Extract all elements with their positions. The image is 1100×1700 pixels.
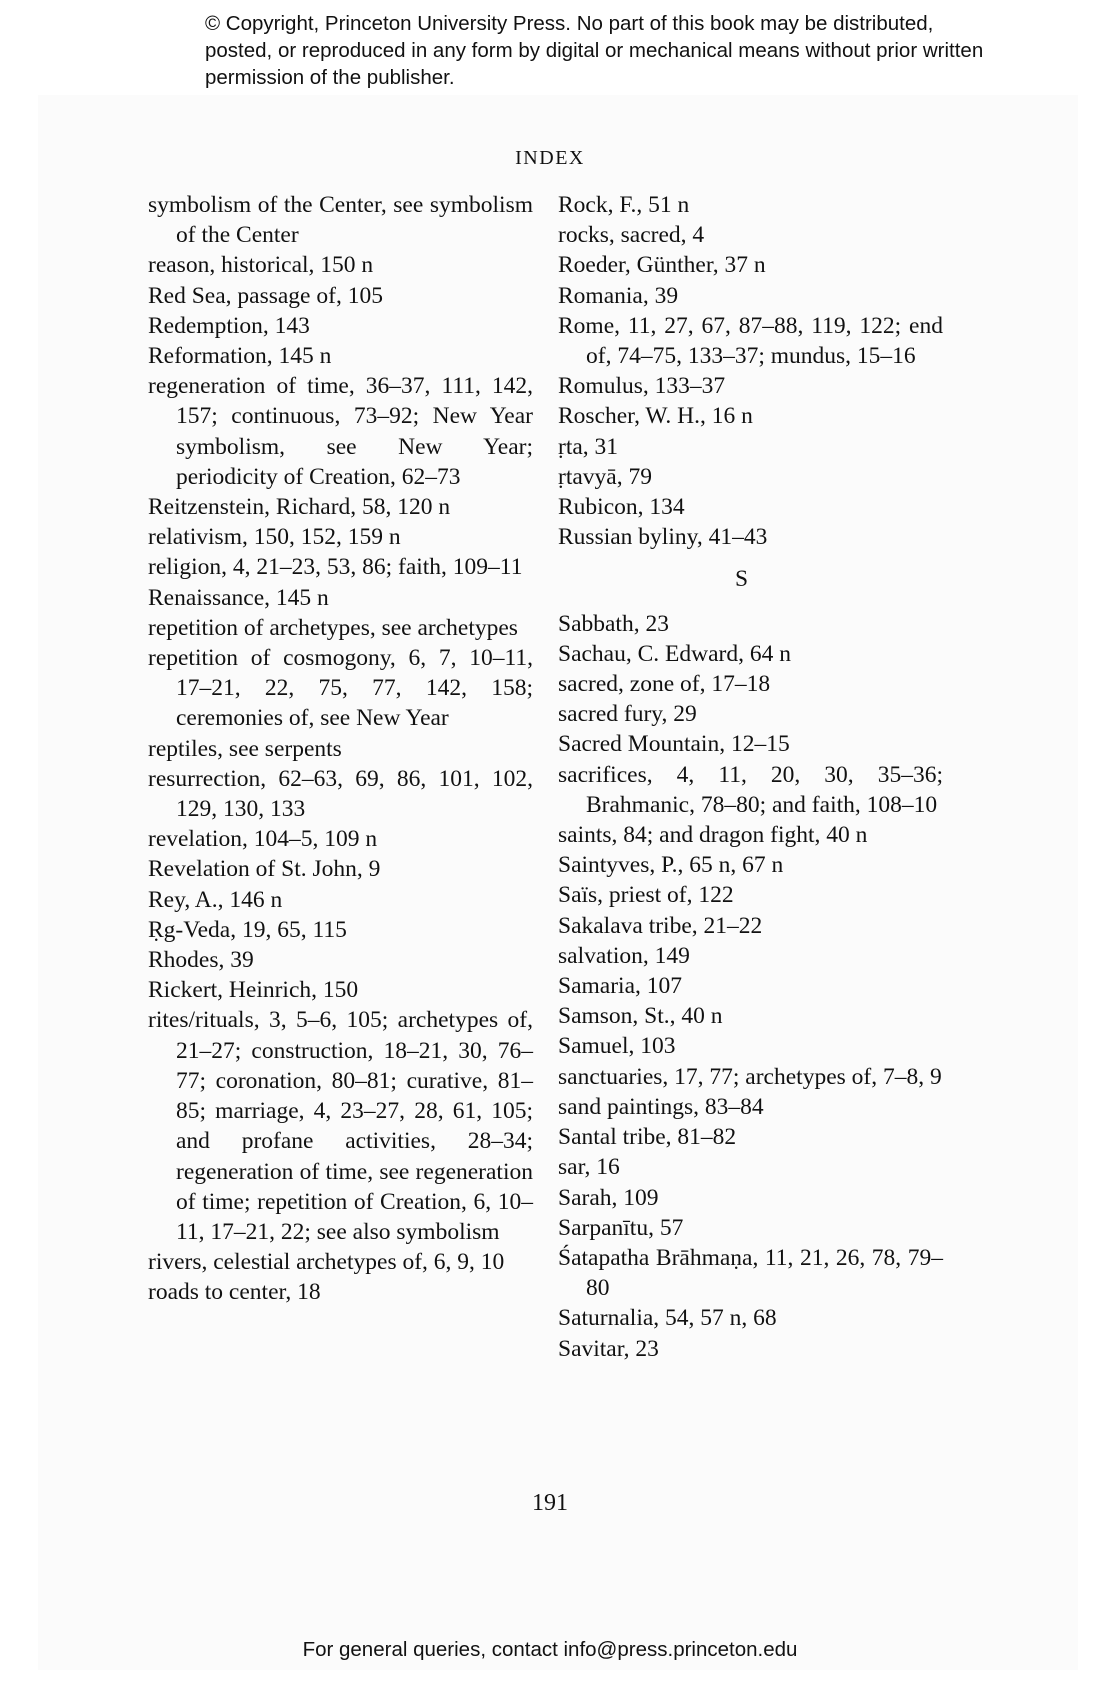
index-entry: Renaissance, 145 n bbox=[148, 584, 329, 611]
index-entry: Rhodes, 39 bbox=[148, 947, 254, 974]
page-number: 191 bbox=[532, 1490, 568, 1516]
index-entry: saints, 84; and dragon fight, 40 n bbox=[558, 822, 868, 849]
index-entry: Revelation of St. John, 9 bbox=[148, 856, 381, 883]
index-entry: Sabbath, 23 bbox=[558, 610, 669, 637]
index-entry: Reitzenstein, Richard, 58, 120 n bbox=[148, 494, 451, 521]
index-entry: ṛtavyā, 79 bbox=[558, 463, 652, 490]
index-entry: Redemption, 143 bbox=[148, 312, 310, 339]
index-entry: repetition of cosmogony, 6, 7, 10–11, 17–21, 22, 75, 77, 142, 158; ceremonies of, see New Year bbox=[148, 645, 533, 732]
index-entry: Sacred Mountain, 12–15 bbox=[558, 731, 790, 758]
index-entry: rocks, sacred, 4 bbox=[558, 222, 705, 249]
index-entry: Saïs, priest of, 122 bbox=[558, 882, 734, 909]
index-entry: Sachau, C. Edward, 64 n bbox=[558, 640, 791, 667]
index-entry: sand paintings, 83–84 bbox=[558, 1093, 764, 1120]
index-entry: Sarah, 109 bbox=[558, 1184, 659, 1211]
index-entry: Santal tribe, 81–82 bbox=[558, 1124, 737, 1151]
section-letter-heading: S bbox=[734, 566, 749, 593]
index-entry: sanctuaries, 17, 77; archetypes of, 7–8, 9 bbox=[558, 1063, 942, 1090]
index-entry: Rubicon, 134 bbox=[558, 494, 685, 521]
index-column-right bbox=[558, 190, 943, 1364]
copyright-notice: © Copyright, Princeton University Press. No part of this book may be distributed, posted, or reproduced in any form by digital or mechanical means without prior written permission of the publisher. bbox=[205, 12, 984, 89]
index-entry: Samaria, 107 bbox=[558, 973, 682, 1000]
index-entry: Russian byliny, 41–43 bbox=[558, 524, 768, 551]
index-entry: symbolism of the Center, see symbolism of the Center bbox=[148, 192, 533, 249]
index-entry: Rickert, Heinrich, 150 bbox=[148, 977, 359, 1004]
index-entry: sacred, zone of, 17–18 bbox=[558, 671, 771, 698]
index-entry: ṛta, 31 bbox=[558, 433, 619, 460]
index-entry: sacred fury, 29 bbox=[558, 701, 697, 728]
index-entry: revelation, 104–5, 109 n bbox=[148, 826, 378, 853]
index-entry: Rome, 11, 27, 67, 87–88, 119, 122; end of, 74–75, 133–37; mundus, 15–16 bbox=[558, 312, 943, 370]
index-entry: sacrifices, 4, 11, 20, 30, 35–36; Brahmanic, 78–80; and faith, 108–10 bbox=[558, 761, 943, 818]
index-entry: Red Sea, passage of, 105 bbox=[148, 282, 383, 309]
index-entry: Sakalava tribe, 21–22 bbox=[558, 912, 763, 939]
index-entry: Savitar, 23 bbox=[558, 1335, 659, 1362]
footer-contact: For general queries, contact info@press.princeton.edu bbox=[302, 1638, 798, 1661]
index-entry: Roscher, W. H., 16 n bbox=[558, 403, 753, 430]
index-entry: rites/rituals, 3, 5–6, 105; archetypes of, 21–27; construction, 18–21, 30, 76–77; coronation, 80–81; curative, 81–85; marriage, 4, 23–27, 28, 61, 105; and profane activities, 28–34; regeneration of time, see regeneration of time; repetition of Creation, 6, 10–11, 17–21, 22; see also symbolism bbox=[148, 1007, 533, 1245]
index-entry: resurrection, 62–63, 69, 86, 101, 102, 129, 130, 133 bbox=[148, 765, 533, 823]
index-entry: Sarpanītu, 57 bbox=[558, 1214, 684, 1241]
index-column-left bbox=[148, 190, 533, 1308]
index-entry: rivers, celestial archetypes of, 6, 9, 10 bbox=[148, 1249, 505, 1276]
index-entry: Saintyves, P., 65 n, 67 n bbox=[558, 852, 784, 879]
index-entry: roads to center, 18 bbox=[148, 1279, 321, 1306]
index-entry: Romania, 39 bbox=[558, 282, 679, 309]
index-entry: salvation, 149 bbox=[558, 942, 690, 969]
index-entry: repetition of archetypes, see archetypes bbox=[148, 614, 518, 641]
index-entry: sar, 16 bbox=[558, 1154, 620, 1181]
index-entry: regeneration of time, 36–37, 111, 142, 157; continuous, 73–92; New Year symbolism, see New Year; periodicity of Creation, 62–73 bbox=[148, 373, 533, 490]
index-entry: Samuel, 103 bbox=[558, 1033, 676, 1060]
index-entry: Ṛg-Veda, 19, 65, 115 bbox=[148, 916, 347, 943]
index-entry: Samson, St., 40 n bbox=[558, 1003, 723, 1030]
index-entry: Saturnalia, 54, 57 n, 68 bbox=[558, 1305, 777, 1332]
index-entry: Romulus, 133–37 bbox=[558, 373, 726, 400]
index-entry: relativism, 150, 152, 159 n bbox=[148, 524, 401, 551]
index-entry: reptiles, see serpents bbox=[148, 735, 342, 762]
index-entry: Reformation, 145 n bbox=[148, 343, 332, 370]
running-head: INDEX bbox=[515, 147, 585, 169]
index-entry: reason, historical, 150 n bbox=[148, 252, 374, 279]
index-entry: Roeder, Günther, 37 n bbox=[558, 252, 766, 279]
index-entry: Rey, A., 146 n bbox=[148, 886, 283, 913]
index-entry: religion, 4, 21–23, 53, 86; faith, 109–11 bbox=[148, 554, 523, 581]
index-entry: Śatapatha Brāhmaṇa, 11, 21, 26, 78, 79–80 bbox=[558, 1244, 943, 1302]
index-entry: Rock, F., 51 n bbox=[558, 192, 690, 218]
